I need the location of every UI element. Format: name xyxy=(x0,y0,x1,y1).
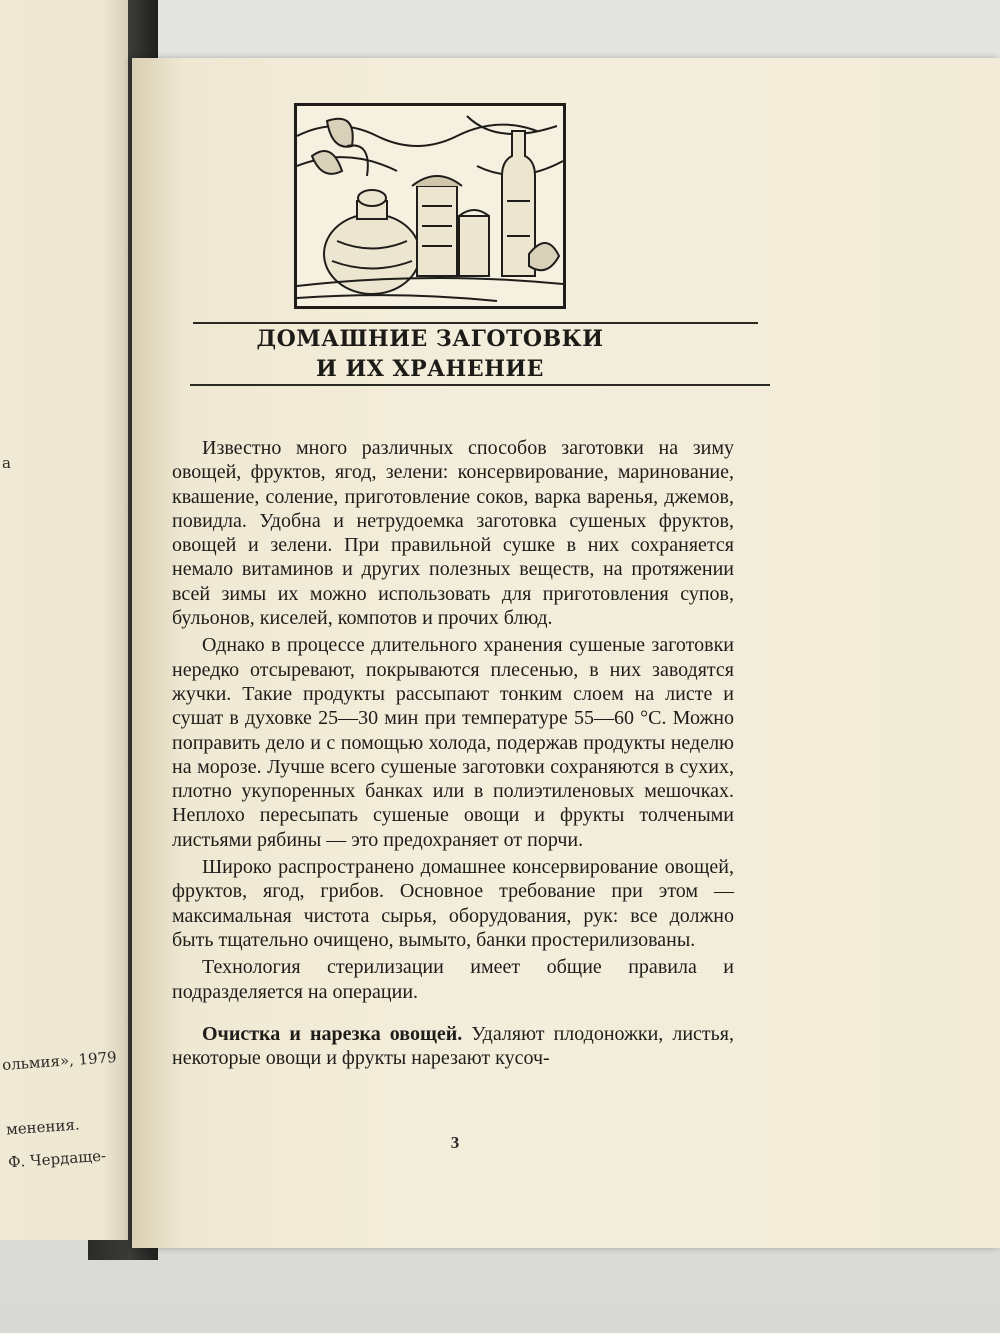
section-paragraph xyxy=(172,1022,734,1071)
run-in-heading: Очистка и нарезка овощей. xyxy=(202,1022,463,1045)
jars-and-vegetables-illustration xyxy=(294,103,566,309)
paragraph: Известно много различных способов заготовки на зиму овощей, фруктов, ягод, зелени: консервирование, маринование, квашение, соление, приготовление соков, варка варенья, джемов, повидла. Удобна и нетрудоемка заготовка сушеных фруктов, овощей и зелени. При правильной сушке в них сохраняется немало витаминов и других полезных веществ, на протяжении всей зимы их можно использовать для приготовления супов, бульонов, киселей, компотов и прочих блюд. xyxy=(172,437,734,630)
heading-line-2: И ИХ ХРАНЕНИЕ xyxy=(316,356,544,382)
paragraph: Технология стерилизации имеет общие правила и подразделяется на операции. xyxy=(172,956,734,1003)
heading-line-1: ДОМАШНИЕ ЗАГОТОВКИ xyxy=(256,326,604,352)
left-page-fragment: ольмия», 1979 xyxy=(1,1048,118,1074)
left-page-fragment: а xyxy=(2,454,11,472)
left-page-fragment: менения. xyxy=(5,1115,81,1139)
left-page-fragment: Ф. Чердаще- xyxy=(7,1146,107,1172)
section-text: Удаляют плодоножки, листья, некоторые овощи и фрукты нарезают кусоч- xyxy=(172,1022,734,1070)
page-number: 3 xyxy=(450,1133,460,1152)
still-life-drawing xyxy=(297,106,563,306)
heading-bottom-rule xyxy=(190,384,770,386)
paragraph: Широко распространено домашнее консервирование овощей, фруктов, ягод, грибов. Основное требование при этом — максимальная чистота сырья, оборудования, рук: все должно быть тщательно очищено, вымыто, банки простерилизованы. xyxy=(172,856,734,951)
section-heading xyxy=(200,324,660,384)
paragraph: Однако в процессе длительного хранения сушеные заготовки нередко отсыревают, покрываются плесенью, в них заводятся жучки. Такие продукты рассыпают тонким слоем на листе и сушат в духовке 25—30 мин при температуре 55—60 °С. Можно поправить дело и с помощью холода, подержав продукты неделю на морозе. Лучше всего сушеные заготовки сохраняются в сухих, плотно укупоренных банках или в полиэтиленовых мешочках. Неплохо пересыпать сушеные овощи и фрукты толчеными листьями рябины — это предохраняет от порчи. xyxy=(172,634,734,851)
left-page xyxy=(0,0,128,1240)
body-text xyxy=(172,436,734,1073)
